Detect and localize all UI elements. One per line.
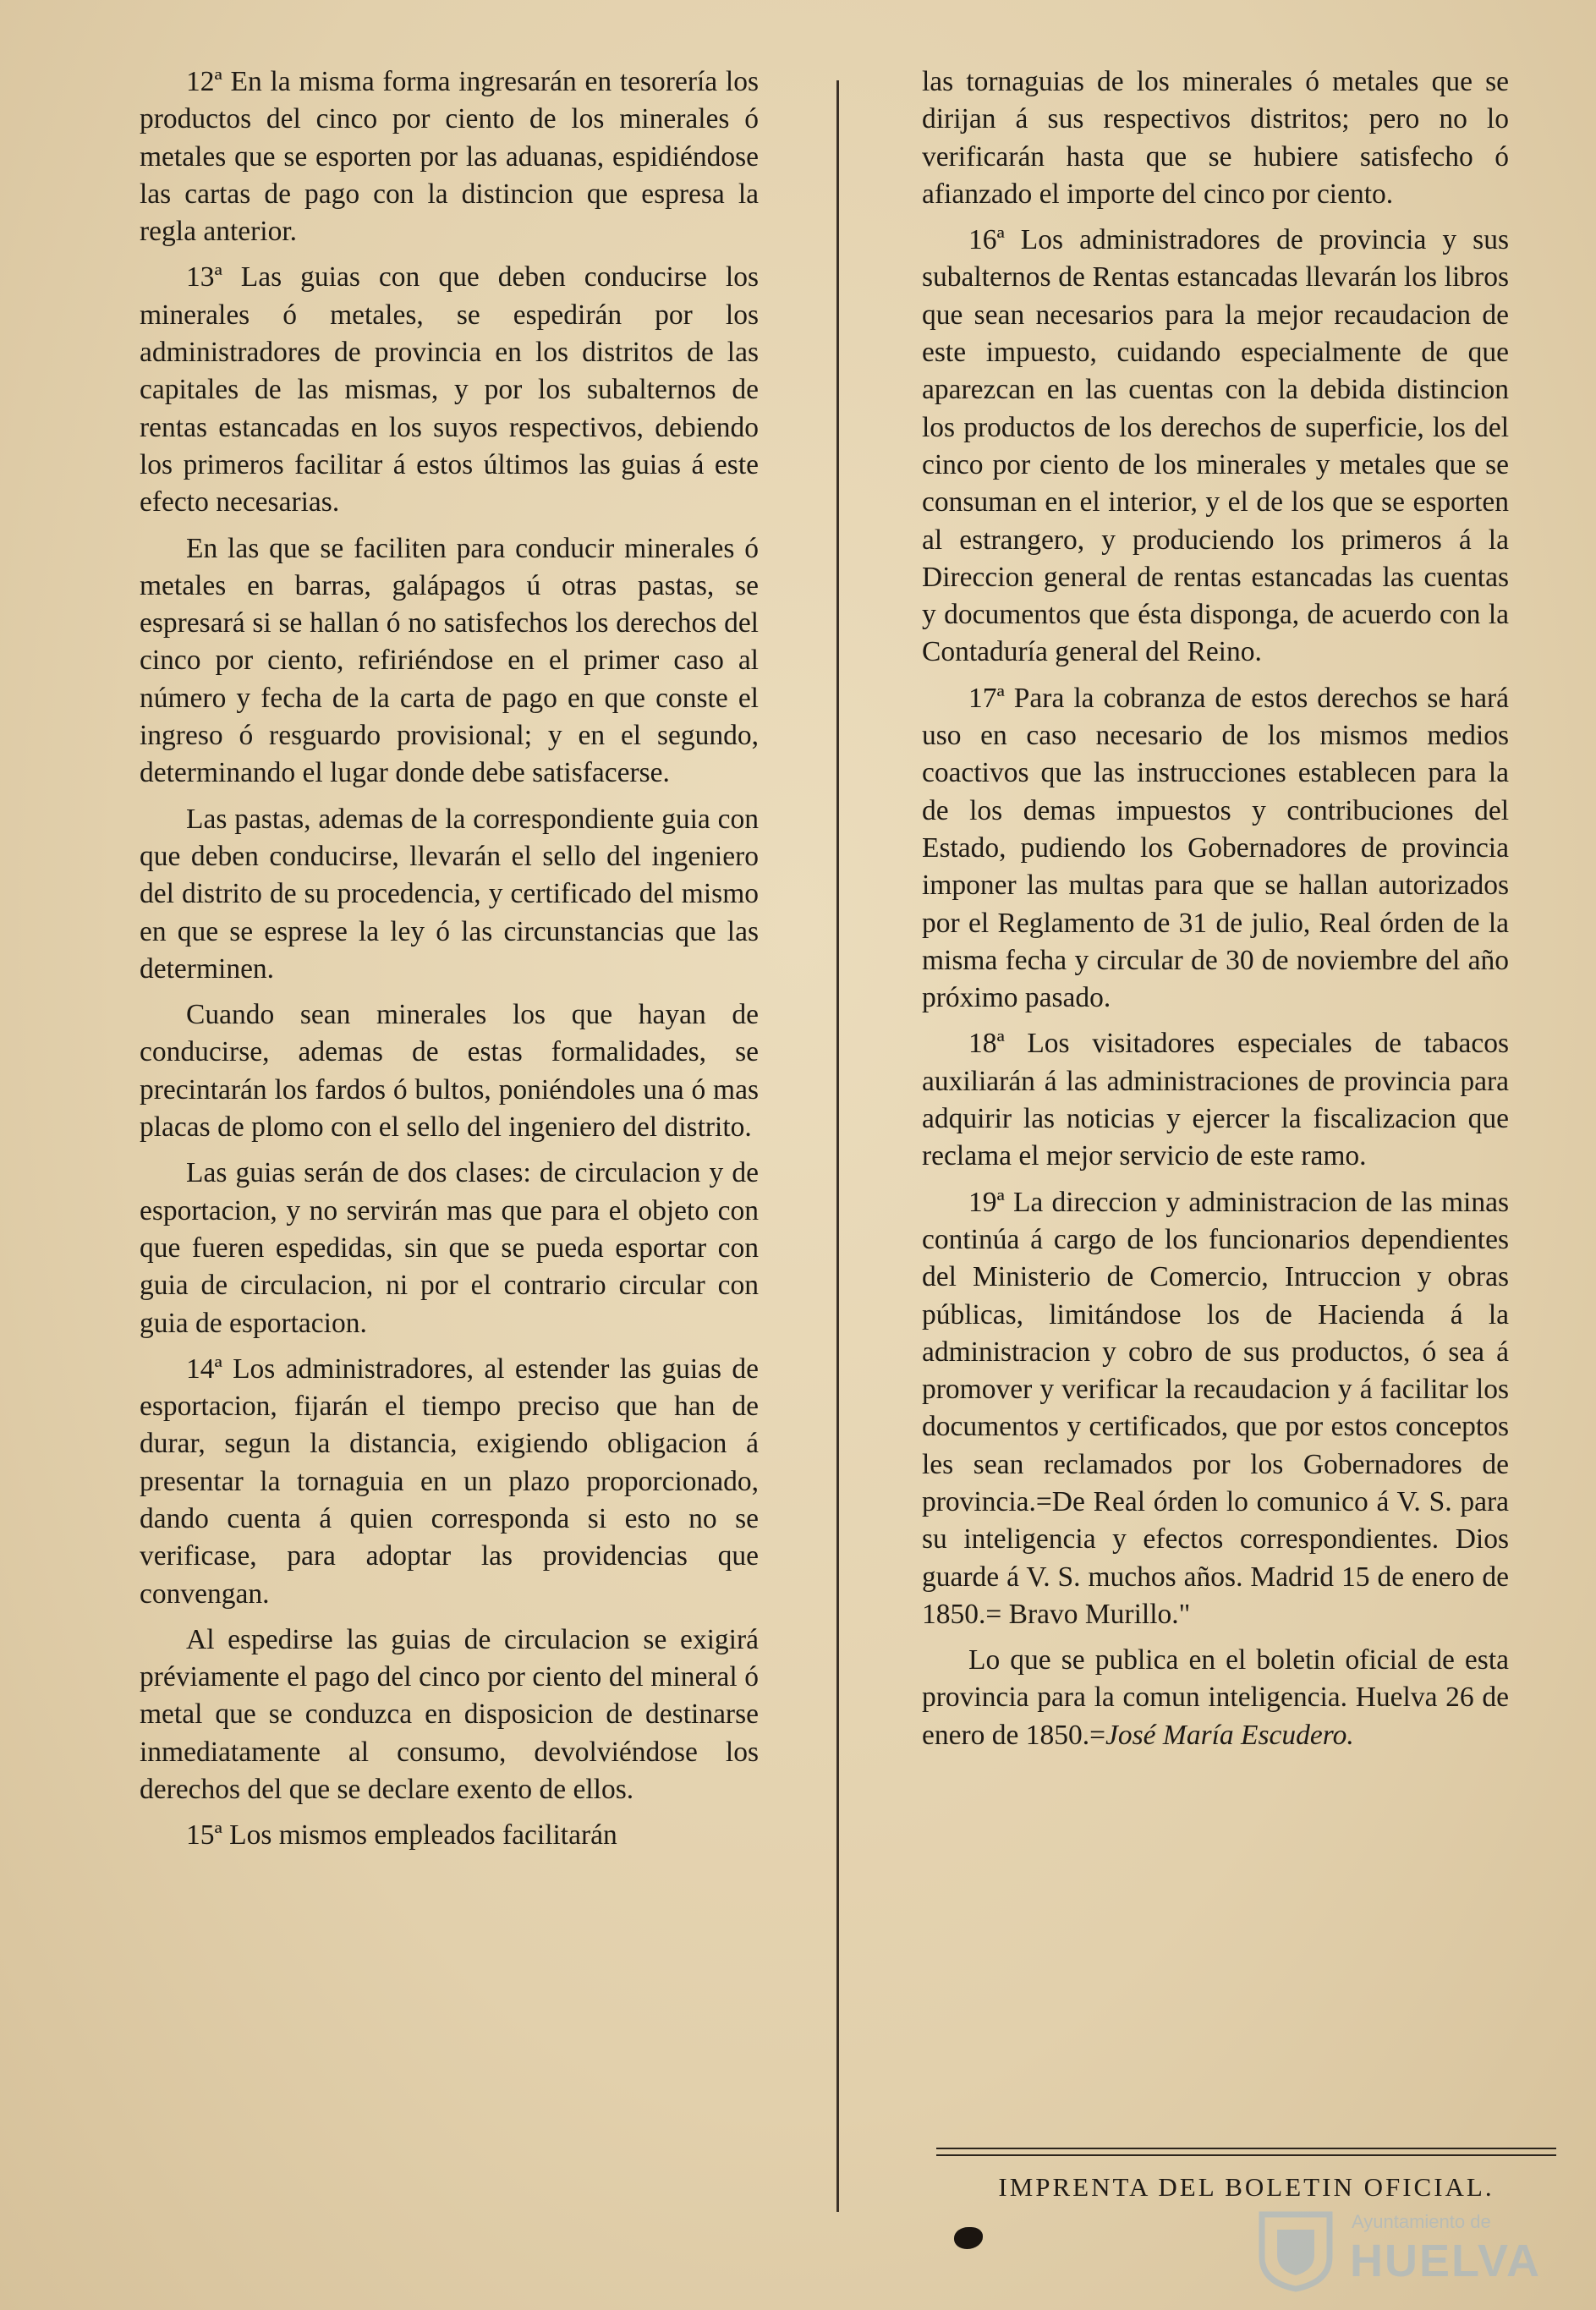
paragraph-sello-ingeniero: Las pastas, ademas de la correspondiente guia con que deben conducirse, llevarán el sello del ingeniero del distrito de su procedencia, y certificado del mismo en que se esprese la ley ó las circunstancias que las determinen. xyxy=(140,803,759,985)
paragraph-minerales-precinto: Cuando sean minerales los que hayan de conducirse, ademas de estas formalidades, se precintarán los fardos ó bultos, poniéndoles una ó mas placas de plomo con el sello del ingeniero del distrito. xyxy=(140,999,759,1144)
paragraph-rule-17: 17ª Para la cobranza de estos derechos se hará uso en caso necesario de los mismos medios coactivos que las instrucciones establecen para la de los demas impuestos y contribuciones del Estado, pudiendo los Gobernadores de provincia imponer las multas para que se hallan autorizados por el Reglamento de 31 de julio, Real órden de la misma fecha y circular de 30 de noviembre del año próximo pasado. xyxy=(922,682,1509,1014)
archive-watermark xyxy=(1250,2204,1541,2297)
paragraph-guias-pastas: En las que se faciliten para conducir minerales ó metales en barras, galápagos ú otras pastas, se espresará si se hallan ó no satisfechos los derechos del cinco por ciento, refiriéndose en el primer caso al número y fecha de la carta de pago en que conste el ingreso ó resguardo provisional; y en el segundo, determinando el lugar donde debe satisfacerse. xyxy=(140,532,759,789)
left-column xyxy=(140,63,759,1863)
ink-blot xyxy=(954,2227,983,2249)
paragraph-rule-16: 16ª Los administradores de provincia y sus subalternos de Rentas estancadas llevarán los libros que sean necesarios para la mejor recaudacion de este impuesto, cuidando especialmente de que aparezcan en las cuentas con la debida distincion los productos de los derechos de superficie, los del cinco por ciento de los minerales y metales que se consuman en el interior, y el de los que se esporten al estrangero, y produciendo los primeros á la Direccion general de rentas estancadas las cuentas y documentos que ésta disponga, de acuerdo con la Contaduría general del Reino. xyxy=(922,224,1509,668)
paragraph-rule-15-start: 15ª Los mismos empleados facilitarán xyxy=(186,1819,617,1852)
huelva-crest-icon xyxy=(1250,2208,1341,2292)
paragraph-rule-18: 18ª Los visitadores especiales de tabacos auxiliarán á las administraciones de provincia para adquirir las noticias y ejercer la fiscalizacion que reclama el mejor servicio de este ramo. xyxy=(922,1028,1509,1172)
footer-rule-bottom xyxy=(936,2154,1556,2156)
paragraph-rule-14: 14ª Los administradores, al estender las guias de esportacion, fijarán el tiempo preciso que han de durar, segun la distancia, exigiendo obligacion á presentar la tornaguia en un plazo proporcionado, dando cuenta á quien corresponda si esto no se verificase, para adoptar las providencias que convengan. xyxy=(140,1353,759,1610)
column-divider xyxy=(836,80,839,2212)
paragraph-rule-15-continued: las tornaguias de los minerales ó metales que se dirijan á sus respectivos distritos; pero no lo verificarán hasta que se hubiere satisfecho ó afianzado el importe del cinco por ciento. xyxy=(922,66,1509,210)
paragraph-rule-19: 19ª La direccion y administracion de las minas continúa á cargo de los funcionarios dependientes del Ministerio de Comercio, Intruccion y obras públicas, limitándose los de Hacienda á la administracion y cobro de sus productos, ó sea á promover y verificar la recaudacion y á facilitar los documentos y certificados, que por estos conceptos les sean reclamados por los Gobernadores de provincia.=De Real órden lo comunico á V. S. para su inteligencia y efectos correspondientes. Dios guarde á V. S. muchos años. Madrid 15 de enero de 1850.= Bravo Murillo." xyxy=(922,1186,1509,1630)
footer-rule-top xyxy=(936,2148,1556,2149)
paragraph-guias-circulacion: Al espedirse las guias de circulacion se exigirá préviamente el pago del cinco por ciento del mineral ó metal que se conduzca en disposicion de destinarse inmediatamente al consumo, devolviéndose los derechos del que se declare exento de ellos. xyxy=(140,1623,759,1806)
watermark-line1: Ayuntamiento de xyxy=(1352,2211,1491,2232)
right-column xyxy=(922,63,1509,1763)
paragraph-clases-guias: Las guias serán de dos clases: de circulacion y de esportacion, y no servirán mas que para el objeto con que fueren espedidas, sin que se pueda esportar con guia de circulacion, ni por el contrario circular con guia de esportacion. xyxy=(140,1157,759,1339)
signature: José María Escudero. xyxy=(1105,1719,1354,1751)
paragraph-rule-12: 12ª En la misma forma ingresarán en tesorería los productos del cinco por ciento de los minerales ó metales que se esporten por las aduanas, espidiéndose las cartas de pago con la distincion que espresa la regla anterior. xyxy=(140,66,759,248)
paragraph-rule-13: 13ª Las guias con que deben conducirse los minerales ó metales, se espedirán por los administradores de provincia en los distritos de las capitales de las mismas, y por los subalternos de rentas estancadas en los suyos respectivos, debiendo los primeros facilitar á estos últimos las guias á este efecto necesarias. xyxy=(140,261,759,519)
paragraph-publication-note xyxy=(922,1642,1509,1754)
watermark-line2: HUELVA xyxy=(1350,2236,1541,2286)
printer-imprint: IMPRENTA DEL BOLETIN OFICIAL. xyxy=(998,2172,1495,2202)
publication-note-text: Lo que se publica en el boletin oficial de esta provincia para la comun inteligencia. Huelva 26 de enero de 1850.= xyxy=(922,1644,1509,1751)
